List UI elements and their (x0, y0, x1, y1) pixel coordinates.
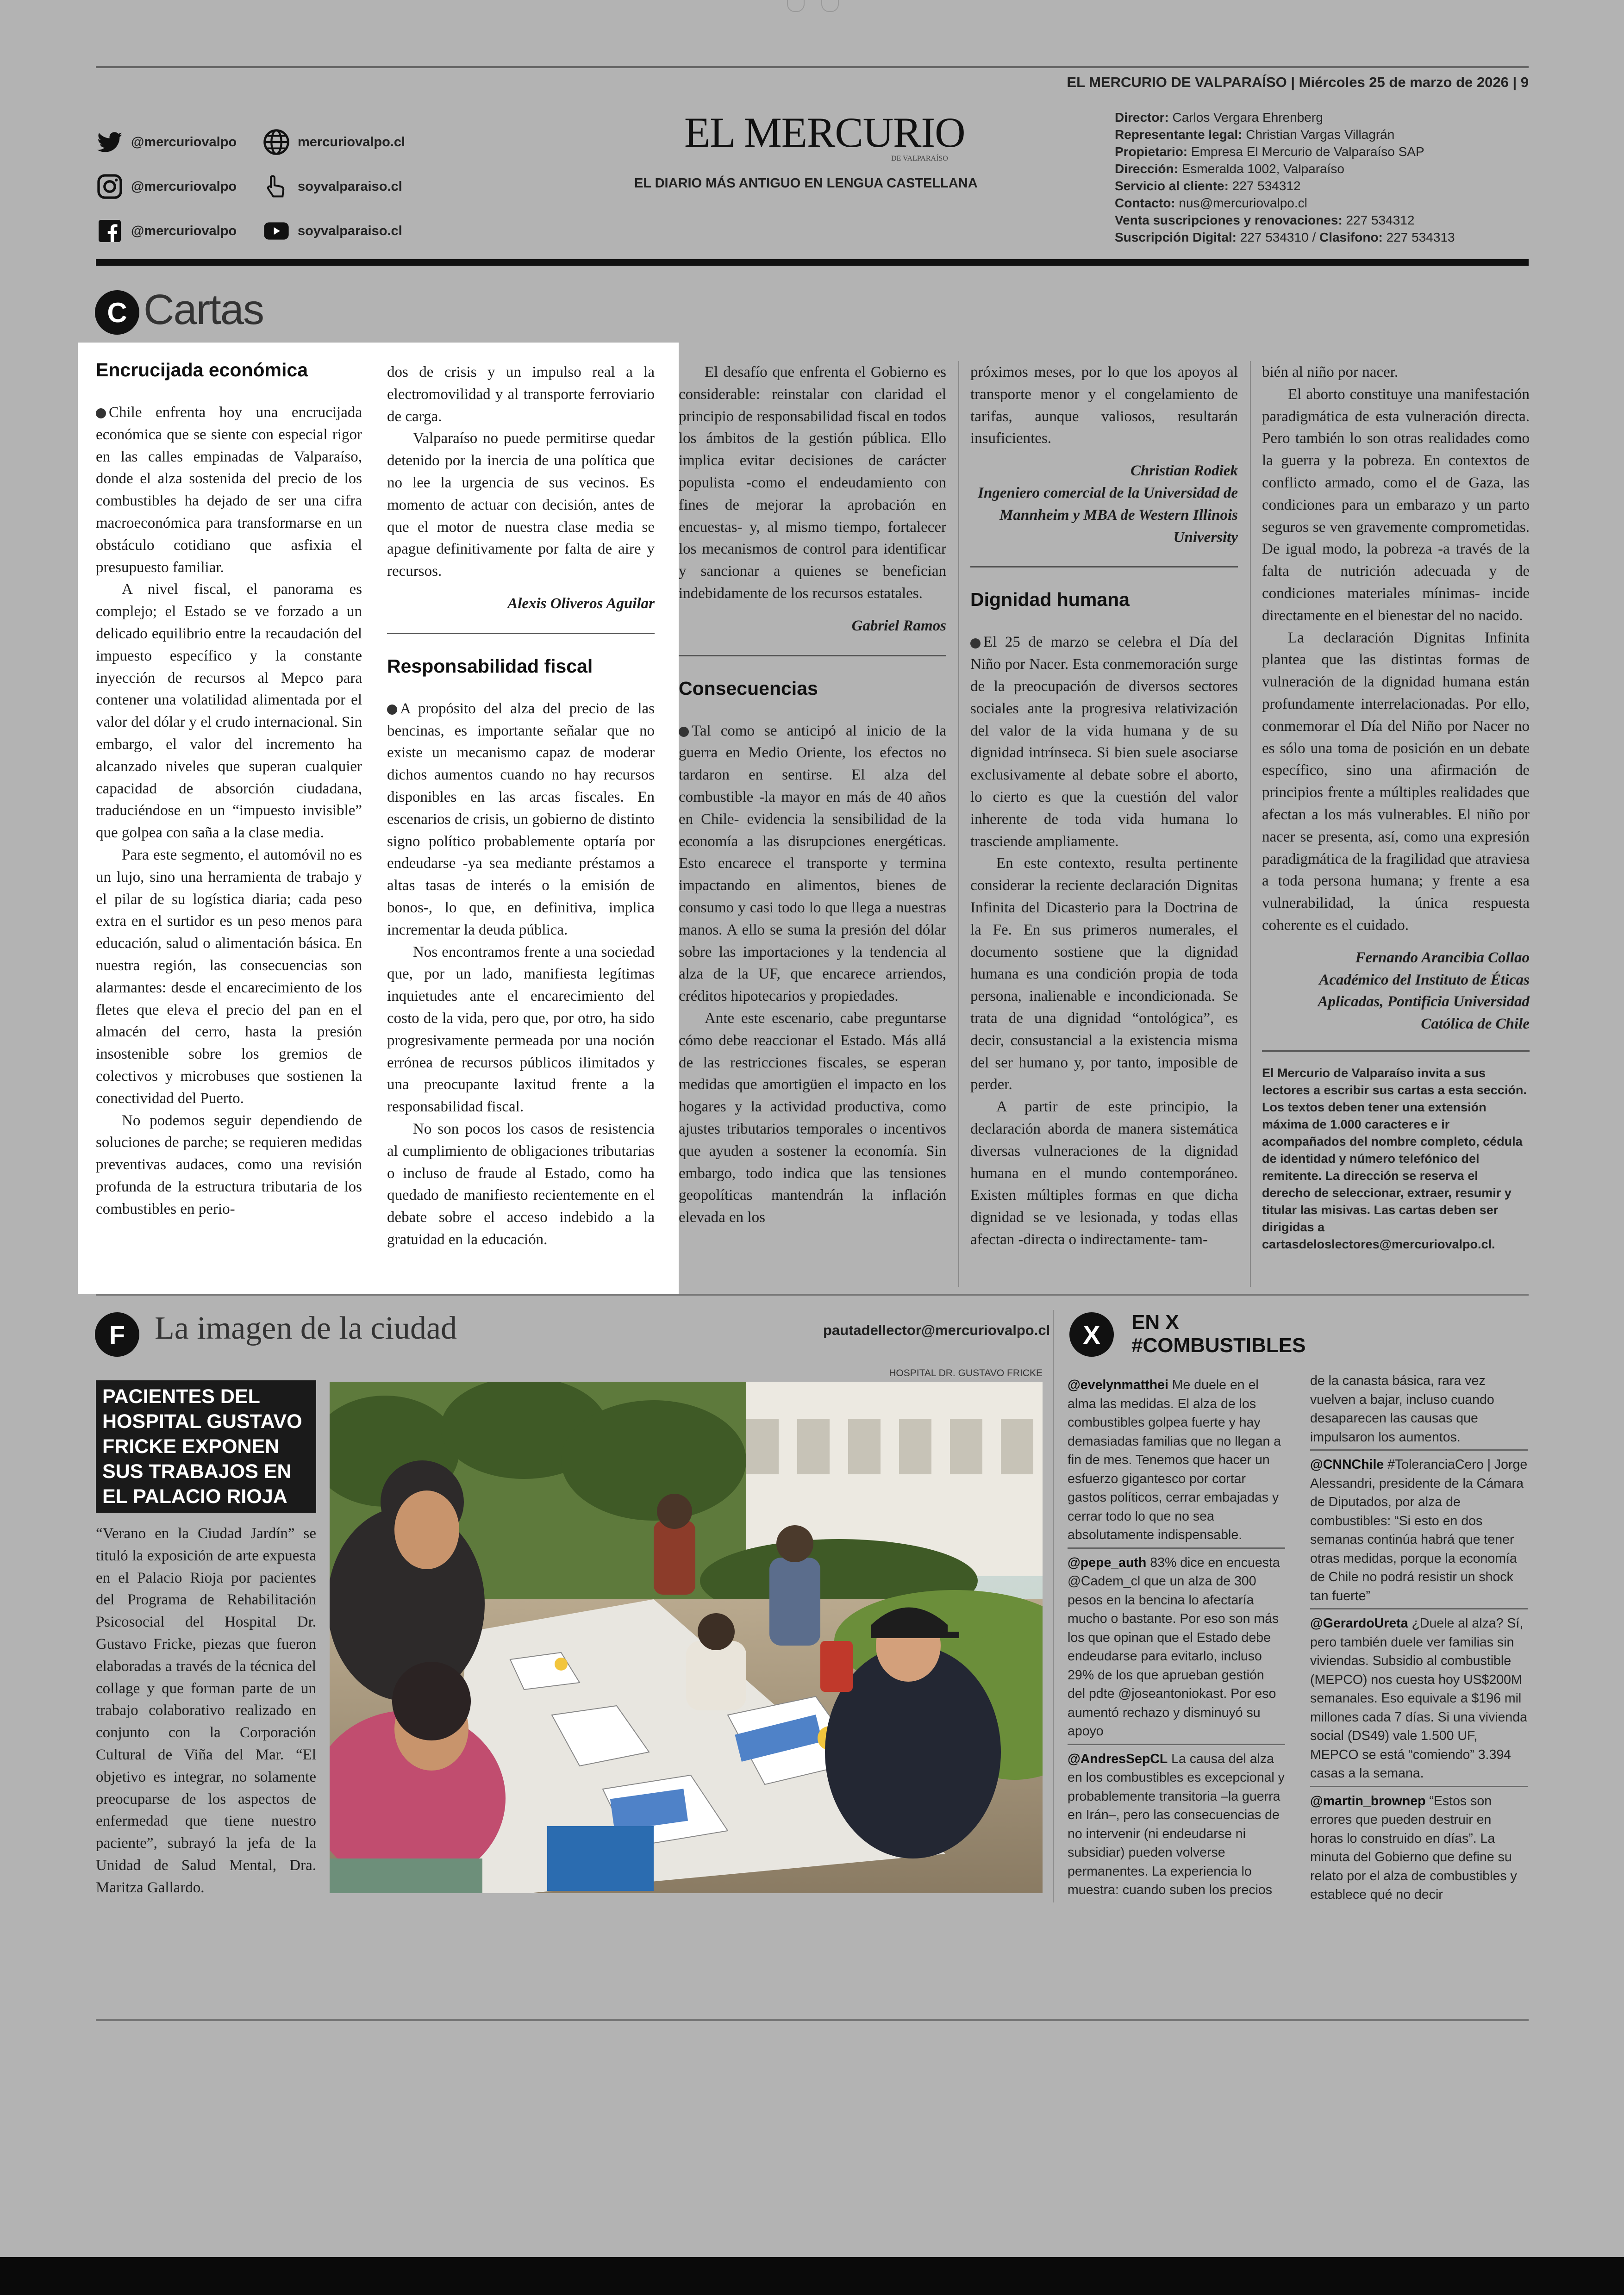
letters-column-4 (970, 362, 1238, 1251)
letter-paragraph: Ante este escenario, cabe preguntarse cómo debe reaccionar el Estado. Más allá de las restricciones fiscales, se esperan medidas que amortigüen el impacto en los hogares y la actividad productiva, como ajustes tributarios temporales o incentivos que ayuden a sostener la economía. Sin embargo, todo indica que las tensiones geopolíticas mantendrán la inflación elevada en los (679, 1010, 946, 1226)
social-youtube-label: soyvalparaiso.cl (298, 223, 402, 238)
letter-paragraph: A nivel fiscal, el panorama es complejo; el Estado se ve forzado a un delicado equilibrio entre la recaudación del impuesto específico y la constante inyección de recursos al Mepco para contener una volatilidad alimentada por el valor del dólar y el crudo internacional. Sin embargo, el valor del incremento ha alcanzado niveles que superan cualquier capacidad de absorción ciudadana, traduciéndose en un “impuesto invisible” que golpea con saña a la clase media. (96, 581, 362, 842)
letter-paragraph: El aborto constituye una manifestación paradigmática de esta vulneración directa. Pero también lo son otras realidades como la guerra y la pobreza. En contextos de conflicto armado, como el de Gaza, las condiciones para un embarazo y un parto seguros se ven gravemente comprometidas. De igual modo, la pobreza -a través de la falta de nutrición adecuada y de condiciones materiales mínimas- incide directamente en el bienestar del no nacido. (1262, 386, 1530, 624)
letter-paragraph: Chile enfrenta hoy una encrucijada económica que se siente con especial rigor en las calles empinadas de Valparaíso, donde el alza sostenida del precio de los combustibles ha dejado de ser una cifra macroeconómica para transformarse en un obstáculo cotidiano que asfixia el presupuesto familiar. (96, 404, 362, 576)
letter-paragraph: El desafío que enfrenta el Gobierno es considerable: reinstalar con claridad el principio de responsabilidad fiscal en todos los ámbitos de la gestión pública. Ello implica evitar decisiones de carácter populista -como el endeudamiento con fines de mejorar la aprobación en encuestas- y, al mismo tiempo, fortalecer los mecanismos de control para identificar y sancionar a quienes se benefician indebidamente de los recursos estatales. (679, 364, 946, 602)
social-instagram-label: @mercuriovalpo (131, 179, 237, 194)
social-web[interactable] (262, 127, 428, 157)
letter-separator (1262, 1050, 1530, 1052)
staff-line: Venta suscripciones y renovaciones: 227 534312 (1115, 213, 1415, 227)
cartas-badge: C (95, 290, 139, 335)
letter-separator (970, 566, 1238, 568)
header-rule (96, 259, 1529, 266)
letter-signature: Alexis Oliveros Aguilar (507, 595, 655, 612)
letter-title: Responsabilidad fiscal (387, 655, 593, 677)
column-rule (958, 361, 959, 1287)
social-facebook-label: @mercuriovalpo (131, 223, 237, 238)
city-image-badge: F (95, 1312, 139, 1357)
letters-column-2 (387, 362, 655, 1251)
social-youtube[interactable] (262, 216, 428, 246)
letter-signature: Christian Rodiek Ingeniero comercial de la Universidad de Mannheim y MBA de Western Illinois University (978, 462, 1238, 546)
staff-line: Representante legal: Christian Vargas Villagrán (1115, 127, 1395, 142)
letter-title: Encrucijada económica (96, 359, 308, 380)
staff-line: Director: Carlos Vergara Ehrenberg (1115, 110, 1323, 125)
tweet: @CNNChile #ToleranciaCero | Jorge Alessandri, presidente de la Cámara de Diputados, por alza de combustibles: “Si esto en dos semanas continúa habrá que tener otras medidas, porque la economía de Chile no podrá resistir un shock tan fuerte” (1310, 1457, 1528, 1603)
tweet: @evelynmatthei Me duele en el alma las medidas. El alza de los combustibles golpea fuerte y hay demasiadas familias que no llegan a fin de mes. Tenemos que hacer un esfuerzo gigantesco por cortar gastos políticos, cerrar embajadas y cerrar todo lo que no sea absolutamente indispensable. (1068, 1378, 1281, 1542)
tweet: @AndresSepCL La causa del alza en los combustibles es excepcional y probablemente transitoria –la guerra en Irán–, pero las consecuencias de no intervenir (ni endeudarse ni subsidiar) pueden volverse permanentes. La experiencia lo muestra: cuando suben los precios (1068, 1751, 1285, 1897)
letter-title: Consecuencias (679, 677, 818, 699)
letter-paragraph: El 25 de marzo se celebra el Día del Niño por Nacer. Esta conmemoración surge de la preocupación de diversos sectores sociales ante la progresiva relativización del valor de la vida humana y de su dignidad intrínseca. Si bien suele asociarse exclusivamente al debate sobre el aborto, lo cierto es que la cuestión del valor inherente de toda vida humana lo trasciende ampliamente. (970, 634, 1238, 850)
staff-line[interactable]: Contacto: nus@mercuriovalpo.cl (1115, 196, 1307, 210)
social-web-label: mercuriovalpo.cl (298, 134, 406, 150)
letter-paragraph: Valparaíso no puede permitirse quedar detenido por la inercia de una política que no lee la urgencia de sus vecinos. Es momento de actuar con decisión, antes de que el motor de nuestra clase media se apague definitivamente por falta de aire y recursos. (387, 430, 655, 580)
staff-line: Dirección: Esmeralda 1002, Valparaíso (1115, 162, 1344, 176)
page-folio: EL MERCURIO DE VALPARAÍSO | Miércoles 25 de marzo de 2026 | 9 (1067, 74, 1529, 90)
tagline: EL DIARIO MÁS ANTIGUO EN LENGUA CASTELLANA (634, 176, 978, 191)
letter-paragraph: No podemos seguir dependiendo de soluciones de parche; se requieren medidas preventivas audaces, como una revisión profunda de la estructura tributaria de los combustibles en perio- (96, 1112, 362, 1217)
photo-credit: HOSPITAL DR. GUSTAVO FRICKE (889, 1368, 1043, 1378)
viewer-bottom-bar (0, 2257, 1624, 2295)
instagram-icon (95, 172, 125, 201)
tweet-separator (1310, 1449, 1528, 1451)
tweet-separator (1068, 1744, 1285, 1745)
letter-paragraph: No son pocos los casos de resistencia al cumplimiento de obligaciones tributarias o incluso de fraude al Estado, como ha quedado de manifiesto recientemente en el debate sobre el acceso indebido a la gratuidad en la educación. (387, 1120, 655, 1248)
letters-column-1 (96, 358, 362, 1220)
tweet: @martin_brownep “Estos son errores que pueden destruir en horas lo construido en días”. La minuta del Gobierno que define su relato por el alza de combustibles y establece qué no decir (1310, 1793, 1517, 1902)
city-photo (330, 1382, 1043, 1893)
bullet-icon (96, 408, 106, 418)
social-twitter-label: @mercuriovalpo (131, 134, 237, 150)
letter-separator (679, 655, 946, 656)
social-links (95, 127, 406, 246)
city-image-title: La imagen de la ciudad (155, 1310, 457, 1346)
social-twitter[interactable] (95, 127, 262, 157)
staff-line: Suscripción Digital: 227 534310 / Clasifono: 227 534313 (1115, 230, 1455, 244)
letters-notice: El Mercurio de Valparaíso invita a sus lectores a escribir sus cartas a esta sección. Los textos deben tener una extensión máxima de 1.000 caracteres e ir acompañados del nombre completo, cédula de identidad y número telefónico del remitente. La dirección se reserva el derecho de seleccionar, extraer, resumir y titular las misivas. Las cartas deben ser dirigidas a cartasdeloslectores@mercuriovalpo.cl. (1262, 1066, 1527, 1251)
letter-separator (387, 633, 655, 634)
letter-paragraph: próximos meses, por lo que los apoyos al transporte menor y el congelamiento de tarifas, aunque valiosos, resultarán insuficientes. (970, 364, 1238, 447)
x-badge: X (1069, 1312, 1114, 1357)
social-soyvalparaiso-label: soyvalparaiso.cl (298, 179, 402, 194)
youtube-icon (262, 216, 291, 246)
letter-paragraph: Nos encontramos frente a una sociedad que, por un lado, manifiesta legítimas inquietudes ante el encarecimiento del costo de la vida, pero que, por otro, ha sido progresivamente permeada por una noción errónea de recursos públicos ilimitados y una preocupante laxitud frente a la responsabilidad fiscal. (387, 943, 655, 1116)
masthead: EL MERCURIO (684, 109, 965, 156)
facebook-icon (95, 216, 125, 246)
twitter-icon (95, 127, 125, 157)
social-soyvalparaiso[interactable] (262, 172, 428, 201)
masthead-subtitle: DE VALPARAÍSO (891, 155, 948, 162)
letter-paragraph: A partir de este principio, la declaración aborda de manera sistemática diversas vulneraciones de la dignidad humana en el mundo contemporáneo. Existen múltiples formas en que dicha dignidad se ve lesionada, y todas ellas afectan -directa o indirectamente- tam- (970, 1098, 1238, 1248)
bullet-icon (970, 638, 981, 649)
bottom-rule (96, 2019, 1529, 2021)
letter-paragraph: dos de crisis y un impulso real a la electromovilidad y al transporte ferroviario de carga. (387, 364, 655, 425)
letter-title: Dignidad humana (970, 589, 1130, 611)
section-title: Cartas (144, 286, 263, 333)
letter-signature: Fernando Arancibia Collao Académico del Instituto de Éticas Aplicadas, Pontificia Universidad Católica de Chile (1318, 949, 1530, 1033)
x-title-line2: #COMBUSTIBLES (1131, 1334, 1306, 1357)
hand-pointer-icon (262, 172, 291, 201)
tweet: @GerardoUreta ¿Duele al alza? Sí, pero también duele ver familias sin viviendas. Subsidio al combustible (MEPCO) nos cuesta hoy US$200M semanales. Eso equivale a $196 mil millones cada 7 días. Si una vivienda social (DS49) vale 1.500 UF, MEPCO se está “comiendo” 3.394 casas a la semana. (1310, 1616, 1527, 1781)
letters-column-3 (679, 362, 946, 1229)
top-rule (96, 66, 1529, 68)
letters-column-5 (1262, 362, 1530, 1253)
tweet-separator (1310, 1786, 1528, 1787)
letter-paragraph: En este contexto, resulta pertinente considerar la reciente declaración Dignitas Infinita del Dicasterio para la Doctrina de la Fe. En sus primeros numerales, el documento sostiene que la dignidad humana es una condición propia de toda persona, inalienable e incondicionada. Se trata de una dignidad “ontológica”, es decir, consustancial a la existencia misma del ser humano y, por tanto, imposible de perder. (970, 855, 1238, 1093)
letter-paragraph: La declaración Dignitas Infinita plantea que las distintas formas de vulneración de la dignidad humana están profundamente interrelacionadas. Por ello, conmemorar el Día del Niño por Nacer no es sólo una toma de posición en un debate específico, sino una afirmación de principios frente a múltiples realidades que afectan a los más vulnerables. El niño por nacer se presenta, así, como una expresión paradigmática de la fragilidad que atraviesa a toda persona humana; y frente a esa vulnerabilidad, la única respuesta coherente es el cuidado. (1262, 629, 1530, 934)
column-rule (1250, 361, 1251, 1287)
tweet-separator (1310, 1608, 1528, 1609)
staff-line: Propietario: Empresa El Mercurio de Valparaíso SAP (1115, 144, 1424, 159)
social-instagram[interactable] (95, 172, 262, 201)
letter-paragraph: Para este segmento, el automóvil no es un lujo, sino una herramienta de trabajo y el pilar de su logística diaria; cada peso extra en el surtidor es un peso menos para educación, salud o alimentación básica. En nuestra región, las consecuencias son alarmantes: desde el encarecimiento de los fletes que eleva el precio del pan en el almacén del cerro, hasta la presión insostenible sobre los gremios de colectivos y microbuses que sostienen la conectividad del Puerto. (96, 846, 362, 1107)
letter-signature: Gabriel Ramos (851, 617, 946, 634)
city-body: “Verano en la Ciudad Jardín” se tituló la exposición de arte expuesta en el Palacio Rioja por pacientes del Programa de Rehabilitación Psicosocial del Hospital Dr. Gustavo Fricke, piezas que fueron elaboradas a través de la técnica del collage y que forman parte de un trabajo colaborativo realizado en conjunto con la Corporación Cultural de Viña del Mar. “El objetivo es integrar, no solamente preocuparse de los aspectos de enfermedad que tiene nuestro paciente”, subrayó la jefa de la Unidad de Salud Mental, Dra. Maritza Gallardo. (96, 1525, 316, 1896)
social-facebook[interactable] (95, 216, 262, 246)
letter-paragraph: Tal como se anticipó al inicio de la guerra en Medio Oriente, los efectos no tardaron en sentirse. El alza del combustible -la mayor en más de 40 años en Chile- evidencia la sensibilidad de la economía a las disrupciones energéticas. Esto encarece el transporte y termina impactando en alimentos, bienes de consumo y casi todo lo que llega a nuestras manos. A ello se suma la presión del dólar sobre las importaciones y la tendencia al alza de la UF, que encarece arriendos, créditos hipotecarios y propiedades. (679, 722, 946, 1005)
column-rule (1053, 1310, 1054, 1902)
globe-icon (262, 127, 291, 157)
city-image-email[interactable]: pautadellector@mercuriovalpo.cl (823, 1322, 1050, 1338)
x-title-line1: EN X (1131, 1311, 1179, 1334)
x-column-2 (1310, 1372, 1528, 1904)
section-rule (96, 1294, 1529, 1296)
bullet-icon (679, 727, 689, 737)
prev-page-icon[interactable] (787, 0, 805, 12)
x-column-1 (1068, 1376, 1285, 1900)
letter-paragraph: A propósito del alza del precio de las bencinas, es importante señalar que no existe un mecanismo capaz de moderar dichos aumentos cuando no hay recursos disponibles en las arcas fiscales. En escenarios de crisis, un gobierno de distinto signo político probablemente optaría por endeudarse -ya sea mediante préstamos a altas tasas de interés o la emisión de bonos-, lo que, en definitiva, implica incrementar la deuda pública. (387, 700, 655, 938)
city-headline: PACIENTES DEL HOSPITAL GUSTAVO FRICKE EXPONEN SUS TRABAJOS EN EL PALACIO RIOJA (96, 1380, 316, 1513)
letter-paragraph: bién al niño por nacer. (1262, 364, 1399, 380)
staff-line: Servicio al cliente: 227 534312 (1115, 179, 1301, 193)
tweet-separator (1068, 1547, 1285, 1549)
bullet-icon (387, 705, 397, 715)
staff-box (1115, 109, 1455, 246)
tweet: @pepe_auth 83% dice en encuesta @Cadem_cl que un alza de 300 pesos en la bencina lo afectaría mucho o bastante. Por eso son más los que opinan que el Estado debe endeudarse para evitarlo, incluso 29% de los que aprueban gestión del pdte @joseantoniokast. Por eso aumentó rechazo y disminuyó su apoyo (1068, 1555, 1280, 1739)
next-page-icon[interactable] (821, 0, 839, 12)
tweet: de la canasta básica, rara vez vuelven a bajar, incluso cuando desaparecen las causas que impulsaron los aumentos. (1310, 1373, 1494, 1445)
